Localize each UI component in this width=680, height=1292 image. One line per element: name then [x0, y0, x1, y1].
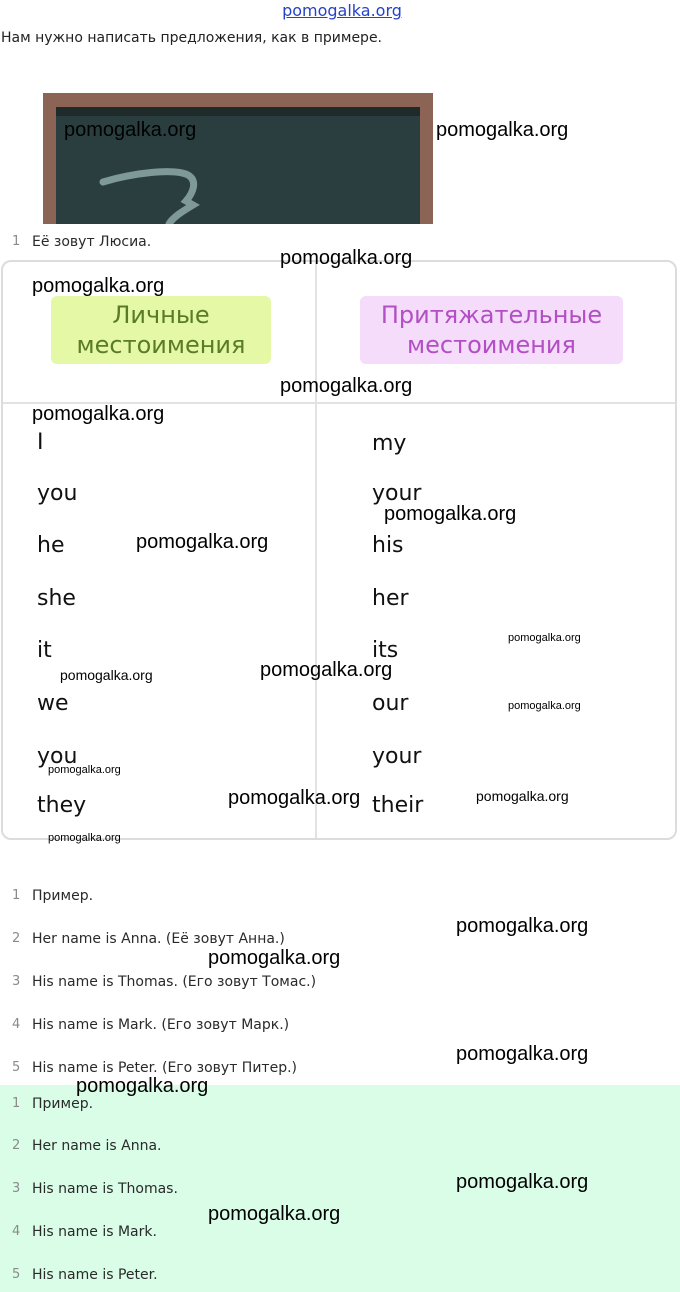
- personal-pronoun: he: [37, 533, 65, 558]
- line-number: 2: [12, 931, 21, 946]
- line-number: 1: [12, 1096, 21, 1111]
- line-text: His name is Peter. (Его зовут Питер.): [32, 1060, 298, 1076]
- watermark: pomogalka.org: [384, 503, 517, 525]
- watermark: pomogalka.org: [136, 531, 269, 553]
- watermark: pomogalka.org: [32, 275, 165, 297]
- watermark: pomogalka.org: [64, 119, 197, 141]
- line-text: His name is Thomas. (Его зовут Томас.): [32, 974, 317, 990]
- line-number: 1: [12, 888, 21, 903]
- line-number: 2: [12, 1138, 21, 1153]
- possessive-pronoun: your: [372, 744, 422, 769]
- line-text: Her name is Anna. (Её зовут Анна.): [32, 931, 285, 947]
- line-number: 5: [12, 1267, 21, 1282]
- table-column-divider: [315, 262, 317, 838]
- line-number: 3: [12, 1181, 21, 1196]
- line-text: Пример.: [32, 888, 94, 904]
- watermark: pomogalka.org: [436, 119, 569, 141]
- line-number: 4: [12, 1017, 21, 1032]
- answer-line: [0, 1096, 680, 1116]
- watermark: pomogalka.org: [508, 700, 581, 712]
- line-number: 5: [12, 1060, 21, 1075]
- example-line: [0, 888, 680, 908]
- line-text: His name is Mark.: [32, 1224, 157, 1240]
- answer-line: [0, 1224, 680, 1244]
- line-number: 3: [12, 974, 21, 989]
- watermark: pomogalka.org: [280, 375, 413, 397]
- watermark: pomogalka.org: [280, 247, 413, 269]
- watermark: pomogalka.org: [456, 1171, 589, 1193]
- personal-pronoun: we: [37, 691, 69, 716]
- possessive-pronoun: our: [372, 691, 409, 716]
- answer-line: [0, 1267, 680, 1287]
- line-text: Her name is Anna.: [32, 1138, 162, 1154]
- chalkboard-image: [43, 93, 433, 224]
- intro-text: Нам нужно написать предложения, как в примере.: [1, 30, 383, 46]
- personal-pronoun: they: [37, 793, 87, 818]
- chalk-scribble-icon: [43, 93, 433, 224]
- watermark: pomogalka.org: [456, 1043, 589, 1065]
- possessive-pronoun: your: [372, 481, 422, 506]
- possessive-pronoun: my: [372, 431, 407, 456]
- watermark: pomogalka.org: [508, 632, 581, 644]
- personal-pronoun: it: [37, 638, 52, 663]
- watermark: pomogalka.org: [208, 947, 341, 969]
- line-text: Её зовут Люсиа.: [32, 234, 152, 250]
- line-number: 1: [12, 234, 21, 249]
- line-number: 4: [12, 1224, 21, 1239]
- personal-pronoun: you: [37, 481, 78, 506]
- watermark: pomogalka.org: [48, 832, 121, 844]
- possessive-pronoun: their: [372, 793, 424, 818]
- possessive-pronoun: her: [372, 586, 409, 611]
- watermark: pomogalka.org: [208, 1203, 341, 1225]
- example-line: [0, 1017, 680, 1037]
- personal-pronouns-header: Личные местоимения: [51, 296, 271, 364]
- watermark: pomogalka.org: [456, 915, 589, 937]
- answer-line: [0, 1138, 680, 1158]
- watermark: pomogalka.org: [48, 764, 121, 776]
- site-title-link[interactable]: pomogalka.org: [282, 1, 402, 20]
- line-text: Пример.: [32, 1096, 94, 1112]
- watermark: pomogalka.org: [228, 787, 361, 809]
- possessive-pronouns-header: Притяжательные местоимения: [360, 296, 623, 364]
- watermark: pomogalka.org: [476, 788, 569, 804]
- possessive-pronoun: his: [372, 533, 404, 558]
- watermark: pomogalka.org: [260, 659, 393, 681]
- personal-pronoun: you: [37, 744, 78, 769]
- possessive-pronoun: its: [372, 638, 399, 663]
- watermark: pomogalka.org: [32, 403, 165, 425]
- personal-pronoun: she: [37, 586, 76, 611]
- line-text: His name is Thomas.: [32, 1181, 178, 1197]
- watermark: pomogalka.org: [60, 667, 153, 683]
- line-text: His name is Mark. (Его зовут Марк.): [32, 1017, 290, 1033]
- watermark: pomogalka.org: [76, 1075, 209, 1097]
- line-text: His name is Peter.: [32, 1267, 158, 1283]
- personal-pronoun: I: [37, 430, 44, 455]
- example-line: [0, 974, 680, 994]
